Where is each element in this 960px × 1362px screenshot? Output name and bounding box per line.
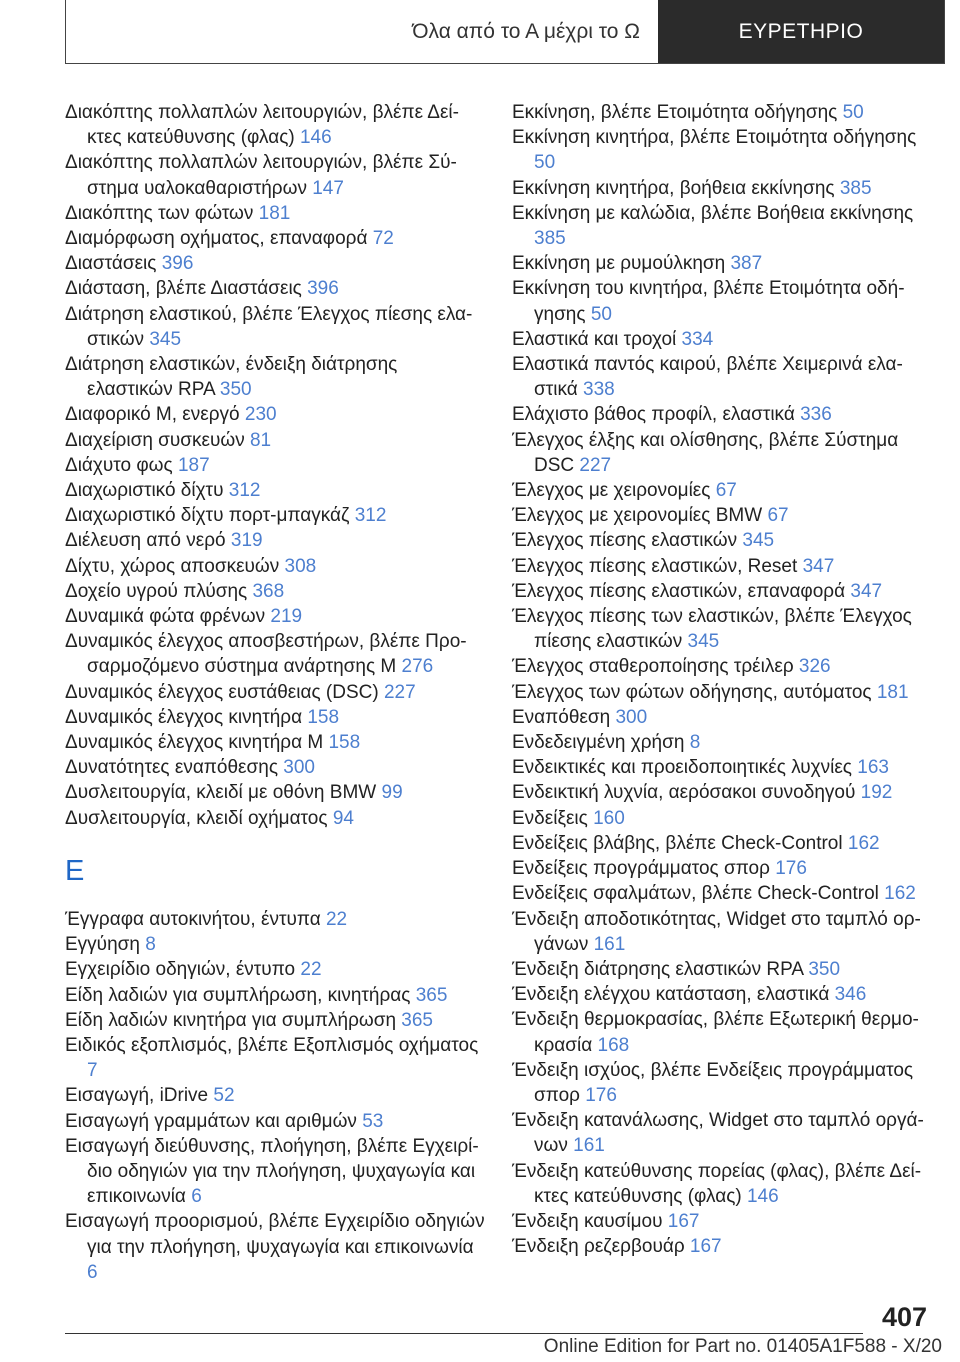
index-entry [512, 554, 937, 579]
index-entry [512, 528, 937, 553]
entry-text: Ενδείξεις προγράμματος σπορ [512, 858, 770, 880]
page-link[interactable]: 167 [667, 1210, 700, 1232]
entry-text: Εκκίνηση με καλώδια, βλέπε Βοήθεια εκκίνησης [512, 202, 914, 224]
page-link[interactable]: 227 [579, 454, 612, 476]
page-link[interactable]: 312 [228, 480, 261, 502]
page-number: 407 [881, 1302, 927, 1332]
index-entry [512, 176, 937, 201]
index-entry [512, 705, 937, 730]
page-link[interactable]: 219 [270, 606, 303, 628]
entry-text: Εισαγωγή, iDrive [65, 1085, 209, 1107]
page-link[interactable]: 334 [681, 328, 714, 350]
page-link[interactable]: 319 [230, 530, 263, 552]
entry-text: Ένδειξη διάτρησης ελαστικών RPA [512, 958, 804, 980]
section-letter: Ε [65, 854, 85, 887]
entry-text: Ένδειξη ρεζερβουάρ [512, 1236, 685, 1258]
entry-text: Έλεγχος πίεσης ελαστικών, επαναφορά [512, 580, 846, 602]
page-link[interactable]: 345 [687, 631, 720, 653]
page-link[interactable]: 176 [775, 858, 807, 880]
entry-text: Ελαστικά παντός καιρού, βλέπε Χειμερινά ελαστικά [512, 354, 903, 401]
page-link[interactable]: 347 [850, 580, 883, 602]
index-entry [512, 907, 937, 957]
index-entry [65, 201, 485, 226]
page-link[interactable]: 158 [307, 706, 340, 728]
page-link[interactable]: 67 [715, 480, 737, 502]
entry-text: Ελάχιστο βάθος προφίλ, ελαστικά [512, 404, 795, 426]
index-entry [512, 1108, 937, 1158]
page-link[interactable]: 8 [145, 934, 156, 956]
entry-text: Ενδείξεις βλάβης, βλέπε Check-Control [512, 832, 843, 854]
page-link[interactable]: 300 [615, 706, 648, 728]
entry-text: Ενδείξεις σφαλμάτων, βλέπε Check-Control [512, 883, 879, 905]
page-link[interactable]: 336 [800, 404, 832, 426]
entry-text: Ενδεδειγμένη χρήση [512, 732, 685, 754]
index-entry [65, 251, 485, 276]
index-entry [65, 276, 485, 301]
entry-text: Δυνατότητες εναπόθεσης [65, 757, 278, 779]
page-link[interactable]: 163 [857, 757, 889, 779]
entries-e-continued [512, 100, 937, 1259]
entry-text: Δυναμικός έλεγχος κινητήρα [65, 706, 303, 728]
index-column-right [512, 100, 937, 1259]
entry-text: Εγγύηση [65, 934, 140, 956]
index-entry [65, 579, 485, 604]
index-entry [512, 251, 937, 276]
tab-index[interactable]: ΕΥΡΕΤΗΡΙΟ [658, 0, 944, 63]
page-link[interactable]: 385 [839, 177, 872, 199]
entry-text: Ένδειξη κατεύθυνσης πορείας (φλας), βλέπε Δείκτες κατεύθυνσης (φλας) [512, 1160, 922, 1207]
index-entry [65, 503, 485, 528]
page-link[interactable]: 387 [730, 253, 763, 275]
index-entry [65, 1209, 485, 1285]
page-link[interactable]: 347 [802, 555, 835, 577]
index-entry [512, 755, 937, 780]
entry-text: Δίχτυ, χώρος αποσκευών [65, 555, 280, 577]
entry-text: Διακόπτης των φώτων [65, 202, 254, 224]
entry-text: Δυναμικός έλεγχος κινητήρα M [65, 732, 324, 754]
page-link[interactable]: 161 [573, 1135, 605, 1157]
index-entry [512, 957, 937, 982]
index-entry [65, 957, 485, 982]
entry-text: Ένδειξη κατανάλωσης, Widget στο ταμπλό οργάνων [512, 1110, 924, 1157]
page-link[interactable]: 158 [328, 732, 361, 754]
index-entry [65, 226, 485, 251]
page-link[interactable]: 146 [299, 127, 332, 149]
entry-text: Έλεγχος με χειρονομίες BMW [512, 505, 763, 527]
page-link[interactable]: 181 [258, 202, 291, 224]
index-entry [512, 478, 937, 503]
entry-text: Δυσλειτουργία, κλειδί οχήματος [65, 807, 328, 829]
page-link[interactable]: 53 [362, 1110, 384, 1132]
footer-edition: Online Edition for Part no. 01405A1F588 - X/20 [543, 1336, 942, 1357]
index-entry [65, 705, 485, 730]
index-entry [512, 428, 937, 478]
entry-text: Εκκίνηση με ρυμούλκηση [512, 253, 726, 275]
index-entry [65, 1134, 485, 1210]
page-link[interactable]: 300 [283, 757, 315, 779]
entry-text: Έλεγχος σταθεροποίησης τρέιλερ [512, 656, 794, 678]
page-link[interactable]: 345 [149, 328, 182, 350]
index-entry [512, 881, 937, 906]
entry-text: Διαμόρφωση οχήματος, επαναφορά [65, 228, 368, 250]
entry-text: Εισαγωγή γραμμάτων και αριθμών [65, 1110, 357, 1132]
page-link[interactable]: 308 [284, 555, 317, 577]
page-link[interactable]: 99 [381, 782, 403, 804]
entry-text: Εισαγωγή προορισμού, βλέπε Εγχειρίδιο οδηγιών για την πλοήγηση, ψυχαγωγία και επικοινωνία [65, 1211, 485, 1258]
page-link[interactable]: 160 [593, 807, 625, 829]
index-entry [512, 1209, 937, 1234]
page-link[interactable]: 52 [213, 1085, 235, 1107]
page-link[interactable]: 6 [87, 1261, 98, 1283]
entry-text: Έλεγχος με χειρονομίες [512, 480, 711, 502]
index-entry [65, 302, 485, 352]
entry-text: Διαστάσεις [65, 253, 157, 275]
index-entry [512, 125, 937, 175]
page-link[interactable]: 192 [860, 782, 893, 804]
index-entry [512, 680, 937, 705]
entry-text: Ένδειξη ισχύος, βλέπε Ενδείξεις προγράμματος σπορ [512, 1059, 914, 1106]
page-link[interactable]: 94 [332, 807, 354, 829]
page-link[interactable]: 162 [847, 832, 880, 854]
page-link[interactable]: 350 [219, 379, 252, 401]
index-entry [65, 453, 485, 478]
entry-text: Έλεγχος των φώτων οδήγησης, αυτόματος [512, 681, 872, 703]
page-link[interactable]: 162 [884, 883, 916, 905]
page-link[interactable]: 8 [689, 732, 701, 754]
entry-text: Εκκίνηση κινητήρα, βοήθεια εκκίνησης [512, 177, 835, 199]
entry-text: Δυναμικά φώτα φρένων [65, 606, 266, 628]
entry-text: Διαχείριση συσκευών [65, 429, 245, 451]
index-entry [65, 1083, 485, 1108]
index-entry [512, 503, 937, 528]
index-entry [65, 402, 485, 427]
index-entry [512, 654, 937, 679]
index-entry [65, 352, 485, 402]
entry-text: Διάτρηση ελαστικού, βλέπε Έλεγχος πίεσης ελαστικών [65, 303, 473, 350]
page-link[interactable]: 346 [834, 984, 867, 1006]
page-link[interactable]: 167 [689, 1236, 722, 1258]
entry-text: Ενδεικτικές και προειδοποιητικές λυχνίες [512, 757, 852, 779]
entry-text: Δυναμικός έλεγχος ευστάθειας (DSC) [65, 681, 379, 703]
entries-d [65, 100, 485, 831]
footer-divider [65, 1333, 863, 1334]
entry-text: Διάτρηση ελαστικών, ένδειξη διάτρησης ελαστικών RPA [65, 354, 398, 401]
entry-text: Διαχωριστικό δίχτυ πορτ-μπαγκάζ [65, 505, 350, 527]
page-link[interactable]: 338 [583, 379, 615, 401]
entries-e [65, 907, 485, 1285]
index-column-left [65, 100, 485, 1285]
page-link[interactable]: 7 [87, 1060, 98, 1082]
page-link[interactable]: 345 [742, 530, 775, 552]
index-entry [512, 402, 937, 427]
index-entry [512, 856, 937, 881]
index-entry [65, 680, 485, 705]
entry-text: Διάσταση, βλέπε Διαστάσεις [65, 278, 302, 300]
index-entry [65, 100, 485, 150]
entry-text: Διαφορικό M, ενεργό [65, 404, 240, 426]
page-link[interactable]: 22 [325, 908, 348, 930]
page-link[interactable]: 22 [300, 959, 322, 981]
entry-text: Διακόπτης πολλαπλών λειτουργιών, βλέπε Δείκτες κατεύθυνσης (φλας) [65, 102, 459, 149]
entry-text: Εγχειρίδιο οδηγιών, έντυπο [65, 959, 296, 981]
entry-text: Ειδικός εξοπλισμός, βλέπε Εξοπλισμός οχήματος [65, 1034, 479, 1056]
page-link[interactable]: 350 [808, 958, 841, 980]
entry-text: Εκκίνηση του κινητήρα, βλέπε Ετοιμότητα οδήγησης [512, 278, 905, 325]
entry-text: Δυσλειτουργία, κλειδί με οθόνη BMW [65, 782, 377, 804]
page-link[interactable]: 81 [249, 429, 272, 451]
page-link[interactable]: 181 [876, 681, 909, 703]
entry-text: Διακόπτης πολλαπλών λειτουργιών, βλέπε Σύστημα υαλοκαθαριστήρων [65, 152, 457, 199]
page-link[interactable]: 326 [798, 656, 831, 678]
index-entry [65, 806, 485, 831]
index-entry [512, 730, 937, 755]
index-entry [512, 982, 937, 1007]
page-link[interactable]: 6 [191, 1186, 202, 1208]
index-entry [512, 1058, 937, 1108]
page-link[interactable]: 365 [415, 984, 448, 1006]
entry-text: Είδη λαδιών για συμπλήρωση, κινητήρας [65, 984, 411, 1006]
entry-text: Έγγραφα αυτοκινήτου, έντυπα [65, 908, 321, 930]
entry-text: Διαχωριστικό δίχτυ [65, 480, 224, 502]
page-link[interactable]: 67 [767, 505, 789, 527]
page-link[interactable]: 50 [534, 152, 556, 174]
page-link[interactable]: 312 [354, 505, 387, 527]
index-entry [512, 831, 937, 856]
index-entry [512, 806, 937, 831]
tab-alphabetical[interactable]: Όλα από το Α μέχρι το Ω [412, 19, 640, 43]
entry-text: Ενδείξεις [512, 807, 588, 829]
page-link[interactable]: 168 [597, 1034, 630, 1056]
entry-text: Ένδειξη καυσίμου [512, 1210, 663, 1232]
page-link[interactable]: 230 [244, 404, 277, 426]
entry-text: Διάχυτο φως [65, 454, 173, 476]
entry-text: Ελαστικά και τροχοί [512, 328, 677, 350]
page-link[interactable]: 365 [401, 1009, 433, 1031]
page-link[interactable]: 276 [401, 656, 434, 678]
index-entry [512, 100, 937, 125]
entry-text: Ένδειξη θερμοκρασίας, βλέπε Εξωτερική θερμοκρασία [512, 1009, 919, 1056]
entry-text: Διέλευση από νερό [65, 530, 226, 552]
entry-text: Έλεγχος έλξης και ολίσθησης, βλέπε Σύστημα DSC [512, 429, 899, 476]
page-link[interactable]: 396 [307, 278, 339, 300]
entry-text: Ένδειξη ελέγχου κατάσταση, ελαστικά [512, 984, 830, 1006]
index-entry [65, 983, 485, 1008]
page-link[interactable]: 72 [372, 228, 394, 250]
entry-text: Είδη λαδιών κινητήρα για συμπλήρωση [65, 1009, 397, 1031]
index-entry [512, 327, 937, 352]
index-entry [512, 201, 937, 251]
index-entry [65, 1109, 485, 1134]
page-link[interactable]: 385 [534, 228, 566, 250]
index-entry [65, 932, 485, 957]
page-link[interactable]: 176 [585, 1084, 617, 1106]
page-link[interactable]: 368 [252, 580, 285, 602]
index-entry [65, 730, 485, 755]
index-entry [512, 1007, 937, 1057]
entry-text: Δυναμικός έλεγχος αποσβεστήρων, βλέπε Προσαρμοζόμενο σύστημα ανάρτησης M [65, 631, 467, 678]
index-entry [65, 1008, 485, 1033]
entry-text: Ενδεικτική λυχνία, αερόσακοι συνοδηγού [512, 782, 856, 804]
page-link[interactable]: 50 [842, 102, 864, 123]
page-link[interactable]: 227 [383, 681, 416, 703]
page-link[interactable]: 161 [593, 933, 626, 955]
entry-text: Εκκίνηση, βλέπε Ετοιμότητα οδήγησης [512, 102, 838, 123]
entry-text: Εκκίνηση κινητήρα, βλέπε Ετοιμότητα οδήγησης [512, 127, 917, 149]
index-entry [65, 428, 485, 453]
index-entry [65, 478, 485, 503]
entry-text: Εισαγωγή διεύθυνσης, πλοήγηση, βλέπε Εγχειρίδιο οδηγιών για την πλοήγηση, ψυχαγωγία και επικοινωνία [65, 1135, 479, 1208]
index-entry [512, 1159, 937, 1209]
index-entry [512, 276, 937, 326]
entry-text: Έλεγχος πίεσης ελαστικών, Reset [512, 555, 798, 577]
index-entry [65, 150, 485, 200]
entry-text: Έλεγχος πίεσης των ελαστικών, βλέπε Έλεγχος πίεσης ελαστικών [512, 606, 912, 653]
index-entry [65, 629, 485, 679]
index-entry [65, 1033, 485, 1083]
page-header [65, 0, 945, 64]
index-entry [512, 352, 937, 402]
entry-text: Εναπόθεση [512, 706, 611, 728]
index-entry [65, 780, 485, 805]
index-entry [512, 780, 937, 805]
page-link[interactable]: 146 [746, 1185, 779, 1207]
index-entry [65, 755, 485, 780]
page-link[interactable]: 396 [161, 253, 194, 275]
index-entry [512, 579, 937, 604]
index-entry [512, 1234, 937, 1259]
entry-text: Δοχείο υγρού πλύσης [65, 580, 248, 602]
page-link[interactable]: 50 [590, 303, 612, 325]
index-entry [65, 604, 485, 629]
page-link[interactable]: 147 [312, 177, 344, 199]
entry-text: Ένδειξη αποδοτικότητας, Widget στο ταμπλό οργάνων [512, 908, 921, 955]
page-link[interactable]: 187 [177, 454, 210, 476]
index-entry [512, 604, 937, 654]
index-entry [65, 528, 485, 553]
entry-text: Έλεγχος πίεσης ελαστικών [512, 530, 738, 552]
index-entry [65, 554, 485, 579]
index-entry [65, 907, 485, 932]
